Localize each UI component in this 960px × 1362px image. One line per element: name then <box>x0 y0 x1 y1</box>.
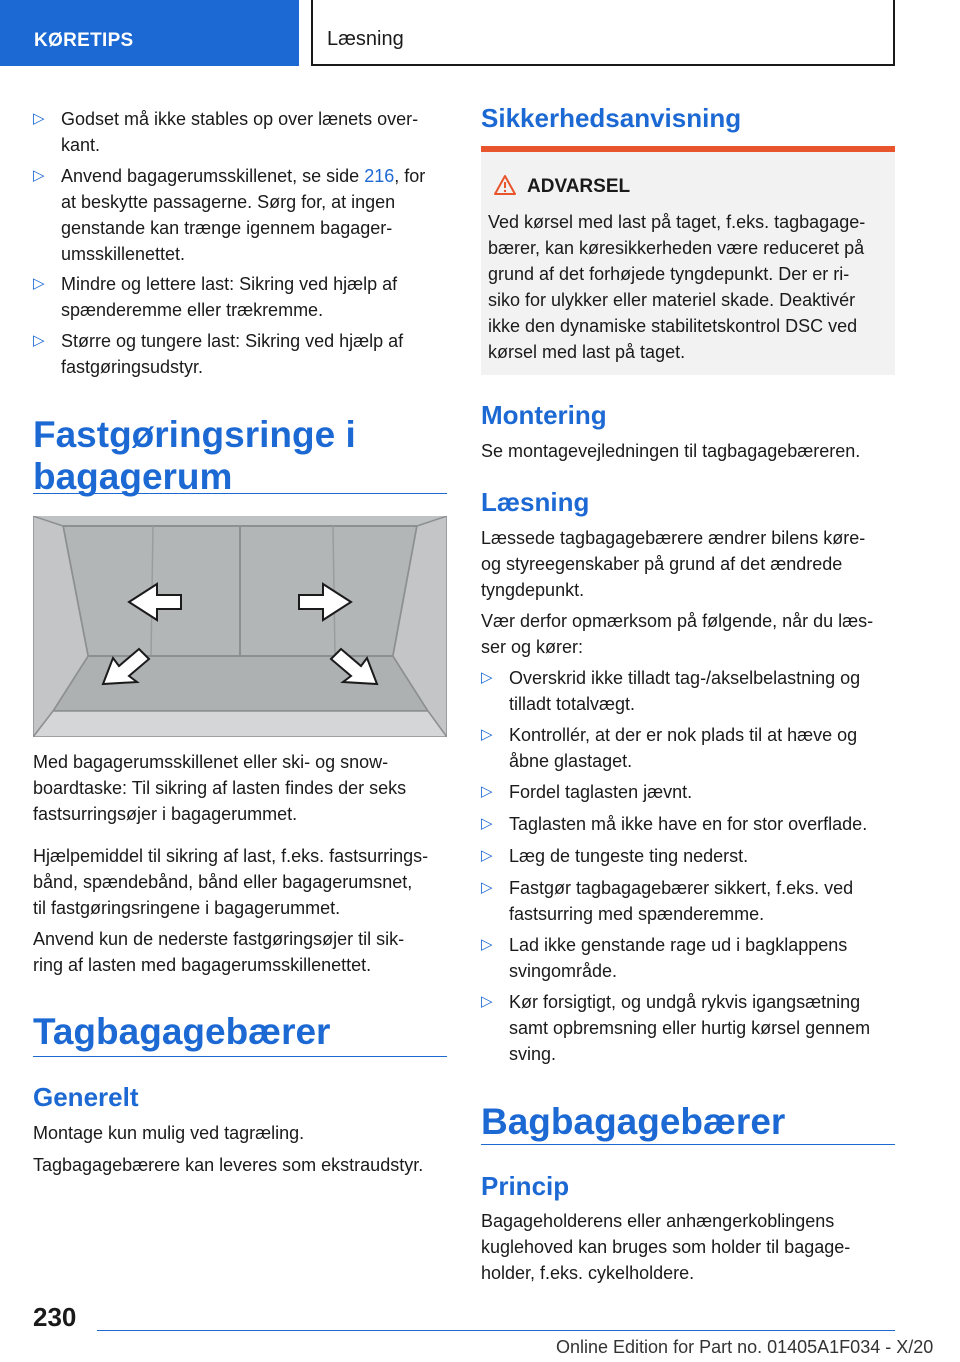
section-title: KØRETIPS <box>34 30 134 51</box>
warning-heading <box>493 174 630 198</box>
list-item-text: Fastgør tagbagagebærer sikkert, f.eks. ved fastsurring med spænderemme. <box>509 878 854 924</box>
list-item-text: Læg de tungeste ting nederst. <box>509 846 749 866</box>
page-number: 230 <box>33 1302 77 1332</box>
heading-rule <box>33 1056 447 1057</box>
bullet-marker-icon: ▷ <box>33 167 45 184</box>
warning-box <box>481 146 895 375</box>
bullet-marker-icon: ▷ <box>33 275 45 292</box>
section-tab <box>0 0 299 66</box>
page-link[interactable]: 216 <box>364 166 395 186</box>
paragraph: Se montagevejledningen til tagbagagebæreren. <box>481 441 861 461</box>
list-item-text: Kør forsigtigt, og undgå rykvis igangsætning samt opbremsning eller hurtig kørsel gennem sving. <box>509 992 871 1064</box>
topic-title: Læsning <box>327 28 404 50</box>
bullet-marker-icon: ▷ <box>481 847 493 864</box>
list-item <box>481 722 895 774</box>
topic-tab <box>311 0 895 66</box>
list-item-text: Mindre og lettere last: Sikring ved hjælp af spænderemme eller trækremme. <box>61 274 398 320</box>
list-item <box>481 875 895 927</box>
list-item-text: Taglasten må ikke have en for stor overflade. <box>509 814 868 834</box>
warning-title: ADVARSEL <box>527 176 631 197</box>
bullet-marker-icon: ▷ <box>481 879 493 896</box>
list-item <box>33 271 447 323</box>
list-item-text-start: Anvend bagagerumsskillenet, se side <box>61 166 365 186</box>
paragraph: Hjælpemiddel til sikring af last, f.eks. fastsurrings- bånd, spændebånd, bånd eller bagagerumsnet, til fastgøringsringene i bagagerummet. <box>33 846 429 918</box>
bullet-marker-icon: ▷ <box>481 783 493 800</box>
bullet-marker-icon: ▷ <box>33 110 45 127</box>
bullet-marker-icon: ▷ <box>481 669 493 686</box>
list-item-text: Overskrid ikke tilladt tag-/akselbelastning og tilladt totalvægt. <box>509 668 861 714</box>
bullet-marker-icon: ▷ <box>481 726 493 743</box>
heading-fastening-rings: Fastgøringsringe i bagagerum <box>33 414 356 497</box>
paragraph: Læssede tagbagagebærere ændrer bilens køre- og styreegenskaber på grund af det ændrede tyngdepunkt. <box>481 528 866 600</box>
list-item <box>481 989 895 1067</box>
paragraph: Tagbagagebærere kan leveres som ekstraudstyr. <box>33 1155 424 1175</box>
bullet-marker-icon: ▷ <box>33 332 45 349</box>
heading-rule <box>33 493 447 494</box>
list-item <box>481 843 895 869</box>
heading-general: Generelt <box>33 1082 139 1112</box>
list-item-text: Godset må ikke stables op over lænets over- kant. <box>61 109 419 155</box>
list-item-text <box>61 163 447 267</box>
list-item-text: Kontrollér, at der er nok plads til at hæve og åbne glastaget. <box>509 725 858 771</box>
list-item <box>481 665 895 717</box>
bullet-marker-icon: ▷ <box>481 815 493 832</box>
heading-rule <box>481 1144 895 1145</box>
heading-safety: Sikkerhedsanvisning <box>481 103 742 133</box>
list-item <box>481 811 895 837</box>
footer-edition: Online Edition for Part no. 01405A1F034 - X/20 <box>556 1337 934 1357</box>
footer-rule <box>97 1330 895 1331</box>
heading-principle: Princip <box>481 1171 570 1201</box>
list-item <box>33 163 447 267</box>
warning-text: Ved kørsel med last på taget, f.eks. tagbagage- bærer, kan køresikkerheden være reduceret på grund af det forhøjede tyngdepunkt. Der er ri- siko for ulykker eller materiel skade. Deaktivér ikke den dynamiske stabilitetskontrol DSC ved kørsel med last på taget. <box>488 212 866 362</box>
heading-mounting: Montering <box>481 400 607 430</box>
paragraph: Anvend kun de nederste fastgøringsøjer til sik- ring af lasten med bagagerumsskillenettet. <box>33 929 405 975</box>
list-item <box>481 779 895 805</box>
heading-roof-carrier: Tagbagagebærer <box>33 1011 331 1052</box>
paragraph: Montage kun mulig ved tagræling. <box>33 1123 305 1143</box>
warning-triangle-icon <box>493 174 517 196</box>
list-item <box>481 932 895 984</box>
list-item-text: Større og tungere last: Sikring ved hjælp af fastgøringsudstyr. <box>61 331 404 377</box>
trunk-photo <box>33 516 447 737</box>
list-item <box>33 328 447 380</box>
list-item-text: Fordel taglasten jævnt. <box>509 782 693 802</box>
paragraph: Vær derfor opmærksom på følgende, når du læs- ser og kører: <box>481 611 874 657</box>
paragraph: Bagageholderens eller anhængerkoblingens kuglehoved kan bruges som holder til bagage- holder, f.eks. cykelholdere. <box>481 1211 851 1283</box>
bullet-marker-icon: ▷ <box>481 936 493 953</box>
paragraph: Med bagagerumsskillenet eller ski- og snow- boardtaske: Til sikring af lasten findes der seks fastsurringsøjer i bagagerummet. <box>33 752 407 824</box>
bullet-marker-icon: ▷ <box>481 993 493 1010</box>
list-item <box>33 106 447 158</box>
list-item-text-end: , for at beskytte passagerne. Sørg for, at ingen genstande kan trænge igennem bagager- umsskillenettet. <box>61 166 426 264</box>
heading-rear-carrier: Bagbagagebærer <box>481 1101 786 1142</box>
list-item-text: Lad ikke genstande rage ud i bagklappens svingområde. <box>509 935 848 981</box>
heading-loading: Læsning <box>481 487 590 517</box>
